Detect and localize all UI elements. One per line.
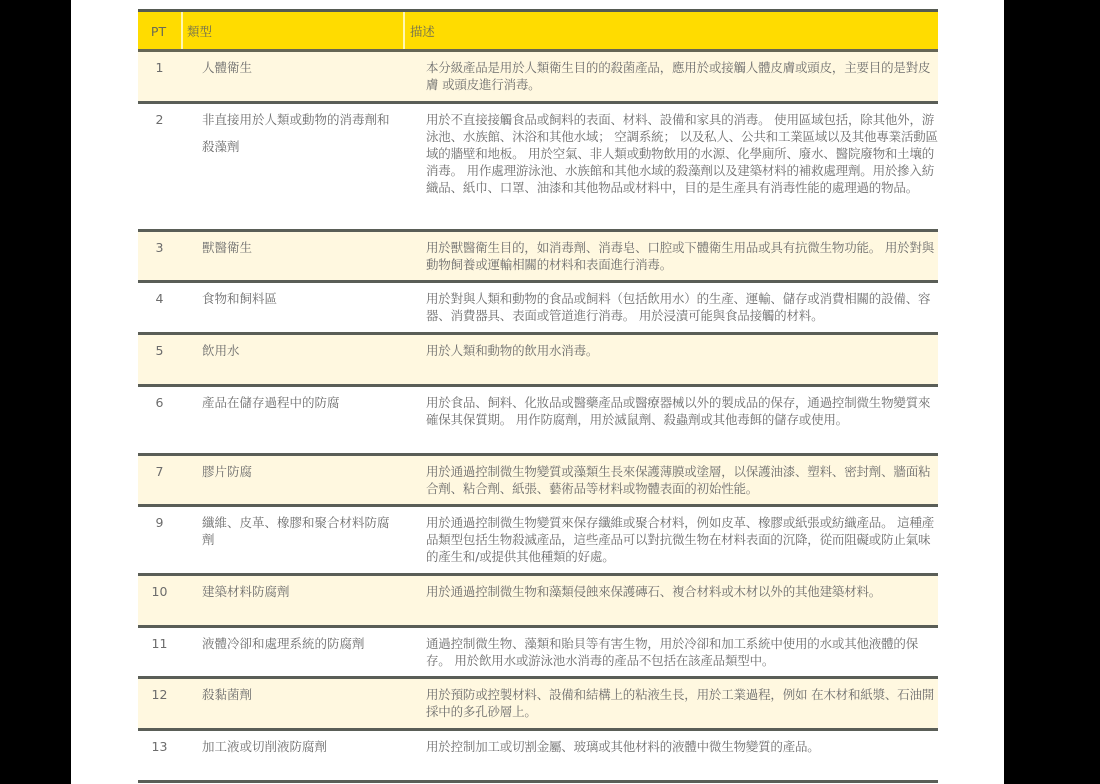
row-description: 用於控制加工或切割金屬、玻璃或其他材料的液體中微生物變質的產品。 xyxy=(426,739,820,754)
row-type: 加工液或切削液防腐劑 xyxy=(202,739,328,754)
row-type: 食物和飼料區 xyxy=(202,291,278,306)
row-pt: 9 xyxy=(155,515,164,530)
table-row xyxy=(138,679,938,731)
row-description: 用於通過控制微生物變質來保存纖維或聚合材料，例如皮革、橡膠或紙張或紡織產品。 這種產品類型包括生物殺滅產品，這些產品可以對抗微生物在材料表面的沉降，從而阻礙或防止氣味的產生和/或提供其他種類的好處。 xyxy=(426,515,935,564)
product-type-table xyxy=(138,9,938,783)
row-description: 用於食品、飼料、化妝品或醫藥產品或醫療器械以外的製成品的保存，通過控制微生物變質來確保其保質期。 用作防腐劑，用於滅鼠劑、殺蟲劑或其他毒餌的儲存或使用。 xyxy=(426,395,931,427)
row-type: 建築材料防腐劑 xyxy=(202,584,290,599)
row-description: 用於通過控制微生物和藻類侵蝕來保護磚石、複合材料或木材以外的其他建築材料。 xyxy=(426,584,882,599)
table-row xyxy=(138,628,938,679)
row-pt: 1 xyxy=(155,60,164,75)
table-row xyxy=(138,232,938,283)
row-pt: 2 xyxy=(155,112,164,127)
row-type: 液體冷卻和處理系統的防腐劑 xyxy=(202,636,365,651)
header-pt: PT xyxy=(138,12,183,49)
row-type-line1: 非直接用於人類或動物的消毒劑和 xyxy=(202,112,390,127)
row-pt: 3 xyxy=(155,240,164,255)
table-row xyxy=(138,52,938,104)
row-pt: 4 xyxy=(155,291,164,306)
table-row xyxy=(138,507,938,576)
row-description: 用於對與人類和動物的食品或飼料（包括飲用水）的生產、運輸、儲存或消費相關的設備、容器、消費器具、表面或管道進行消毒。 用於浸漬可能與食品接觸的材料。 xyxy=(426,291,931,323)
row-pt: 13 xyxy=(151,739,168,754)
table-row xyxy=(138,456,938,507)
row-description: 用於預防或控製材料、設備和結構上的粘液生長，用於工業過程，例如 在木材和紙漿、石油開採中的多孔砂層上。 xyxy=(426,687,935,719)
row-pt: 11 xyxy=(151,636,168,651)
header-type: 類型 xyxy=(183,12,405,49)
row-description: 本分級產品是用於人類衛生目的的殺菌產品，應用於或接觸人體皮膚或頭皮，主要目的是對皮膚 或頭皮進行消毒。 xyxy=(426,60,931,92)
table-row xyxy=(138,731,938,783)
row-type-line2: 殺藻劑 xyxy=(202,139,240,154)
row-pt: 12 xyxy=(151,687,168,702)
header-description: 描述 xyxy=(410,24,435,39)
row-pt: 7 xyxy=(155,464,164,479)
table-header xyxy=(138,12,938,52)
row-type: 獸醫衛生 xyxy=(202,240,253,255)
row-type: 產品在儲存過程中的防腐 xyxy=(202,395,340,410)
table-row xyxy=(138,576,938,628)
table-row xyxy=(138,283,938,335)
row-pt: 5 xyxy=(155,343,164,358)
row-type: 膠片防腐 xyxy=(202,464,253,479)
row-description: 用於通過控制微生物變質或藻類生長來保護薄膜或塗層，以保護油漆、塑料、密封劑、牆面粘合劑、粘合劑、紙張、藝術品等材料或物體表面的初始性能。 xyxy=(426,464,931,496)
row-description: 用於人類和動物的飲用水消毒。 xyxy=(426,343,599,358)
row-description: 用於獸醫衛生目的，如消毒劑、消毒皂、口腔或下體衛生用品或具有抗微生物功能。 用於對與動物飼養或運輸相關的材料和表面進行消毒。 xyxy=(426,240,935,272)
row-pt: 6 xyxy=(155,395,164,410)
row-type: 纖維、皮革、橡膠和聚合材料防腐劑 xyxy=(202,515,390,547)
table-row xyxy=(138,104,938,232)
row-type: 人體衛生 xyxy=(202,60,253,75)
table-row xyxy=(138,335,938,387)
document-page xyxy=(71,0,1004,784)
table-row xyxy=(138,387,938,456)
row-description: 用於不直接接觸食品或飼料的表面、材料、設備和家具的消毒。 使用區域包括，除其他外，游泳池、水族館、沐浴和其他水域； 空調系統； 以及私人、公共和工業區域以及其他專業活動區域的牆壁和地板。 用於空氣、非人類或動物飲用的水源、化學廁所、廢水、醫院廢物和土壤的消毒。 用作處理游泳池、水族館和其他水域的殺藻劑以及建築材料的補救處理劑。用於摻入紡織品、紙巾、口罩、油漆和其他物品或材料中，目的是生產具有消毒性能的處理過的物品。 xyxy=(426,112,938,195)
row-type: 飲用水 xyxy=(202,343,240,358)
row-description: 通過控制微生物、藻類和貽貝等有害生物，用於冷卻和加工系統中使用的水或其他液體的保存。 用於飲用水或游泳池水消毒的產品不包括在該產品類型中。 xyxy=(426,636,919,668)
row-pt: 10 xyxy=(151,584,168,599)
row-type xyxy=(183,104,405,229)
row-type: 殺黏菌劑 xyxy=(202,687,253,702)
